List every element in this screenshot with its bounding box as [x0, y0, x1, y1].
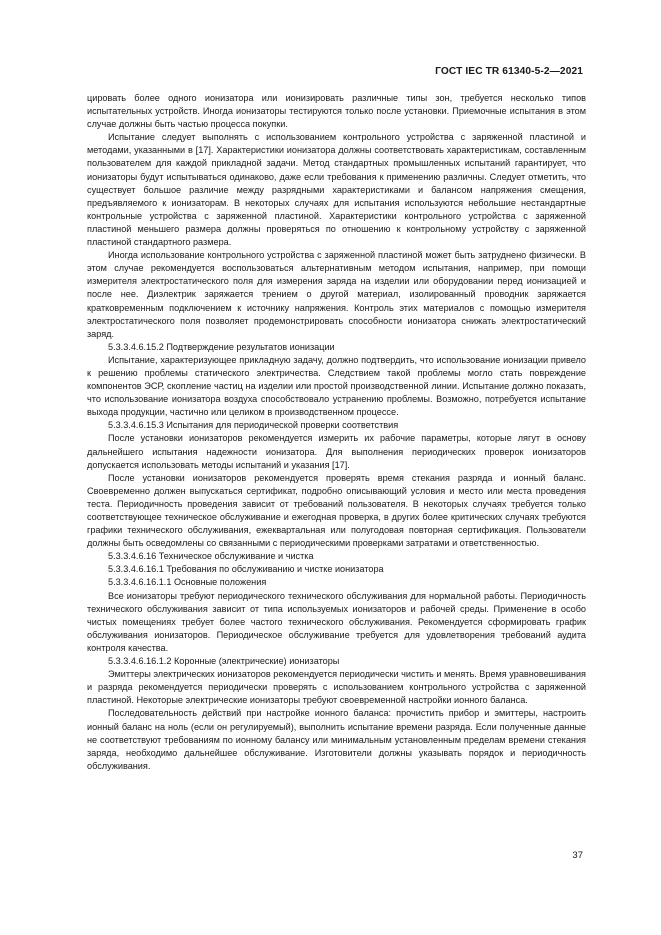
paragraph: Испытание следует выполнять с использованием контрольного устройства с заряженной пластиной и методами, указанными в [17]. Характеристики ионизатора должны соответствовать характеристикам, составленным пользователем для каждой прикладной задачи. Метод стандартных промышленных испытаний гарантирует, что ионизаторы будут испытываться одинаково, даже если требования к применению различны. Следует отметить, что существует большое различие между разрядными характеристиками и балансом напряжения смещения, предъявляемого к ионизаторам. В некоторых случаях для испытания используются небольшие нестандартные контрольные устройства с заряженной пластиной. Характеристики контрольного устройства с заряженной пластиной меньшего размера должны проверяться по отношению к контрольному устройству с заряженной пластиной стандартного размера. [87, 132, 586, 248]
section-heading: 5.3.3.4.6.16.1.1 Основные положения [108, 577, 267, 588]
paragraph: Последовательность действий при настройке ионного баланса: прочистить прибор и эмиттеры, настроить ионный баланс на ноль (если он регулируемый), выполнить испытание времени разряда. Если полученные данные не соответствуют требованиям по ионному балансу или минимальным установленным пределам времени стекания заряда, необходимо дальнейшее обслуживание. Изготовители должны указывать порядок и периодичность обслуживания. [87, 708, 586, 771]
section-heading: 5.3.3.4.6.15.2 Подтверждение результатов ионизации [108, 341, 335, 352]
section-heading: 5.3.3.4.6.16 Техническое обслуживание и чистка [108, 551, 314, 562]
paragraph: Испытание, характеризующее прикладную задачу, должно подтвердить, что использование ионизации привело к решению проблемы статического электричества. Следствием такой проблемы могло стать повреждение компонентов ЭСР, скопление частиц на изделии или простой производственной линии. Испытание должно показать, что использование ионизатора воздуха способствовало устранению проблемы. Возможно, потребуется испытание выхода продукции, частично или целиком в производственном процессе. [87, 354, 586, 418]
paragraph: После установки ионизаторов рекомендуется измерить их рабочие параметры, которые лягут в основу дальнейшего испытания надежности ионизатора. Для выполнения периодических проверок ионизаторов допускается использовать методы испытаний и указания [17]. [87, 433, 586, 470]
page-number: 37 [572, 850, 583, 861]
section-heading: 5.3.3.4.6.16.1 Требования по обслуживанию и чистке ионизатора [108, 564, 384, 575]
paragraph: Иногда использование контрольного устройства с заряженной пластиной может быть затруднено физически. В этом случае рекомендуется воспользоваться альтернативным методом испытания, например, при помощи измерителя электростатического поля для измерения заряда на изделии или оборудовании перед ионизацией и после нее. Диэлектрик заряжается трением о другой материал, изолированный проводник заряжается кратковременным подключением к источнику напряжения. Контроль этих материалов с помощью измерителя электростатического поля позволяет продемонстрировать способности ионизатора снижать электростатический заряд. [87, 250, 586, 339]
section-heading: 5.3.3.4.6.15.3 Испытания для периодической проверки соответствия [108, 420, 399, 431]
paragraph: После установки ионизаторов рекомендуется проверять время стекания разряда и ионный баланс. Своевременно должен выпускаться сертификат, подробно описывающий условия и место или места проведения теста. Периодичность проведения зависит от требований пользователя. В некоторых случаях требуется только соответствующее техническое обслуживание и ежегодная проверка, в других более критических случаях требуются графики технического обслуживания, ежеквартальная или полугодовая повторная сертификация. Пользователи должны быть осведомлены со связанными с периодическими проверками затратами и ответственностью. [87, 472, 586, 549]
paragraph: цировать более одного ионизатора или ионизировать различные типы зон, требуется несколько типов испытательных устройств. Иногда ионизаторы тестируются только после установки. Приемочные испытания в этом случае должны быть частью процесса покупки. [87, 93, 586, 130]
paragraph: Все ионизаторы требуют периодического технического обслуживания для нормальной работы. Периодичность технического обслуживания зависит от типа используемых ионизаторов и рабочей среды. Применение в особо чистых помещениях требует более частого технического обслуживания. Рекомендуется сформировать график обслуживания ионизаторов. Периодическое обслуживание требуется для удовлетворения требований аудита контроля качества. [87, 590, 586, 653]
paragraph: Эмиттеры электрических ионизаторов рекомендуется периодически чистить и менять. Время уравновешивания и разряда рекомендуется периодически проверять с использованием контрольного устройства с заряженной пластиной. Некоторые электрические ионизаторы требуют своевременной настройки ионного баланса. [87, 669, 586, 706]
document-header: ГОСТ IEC TR 61340-5-2—2021 [435, 66, 583, 77]
section-heading: 5.3.3.4.6.16.1.2 Коронные (электрические) ионизаторы [108, 656, 340, 667]
document-body [87, 92, 586, 773]
